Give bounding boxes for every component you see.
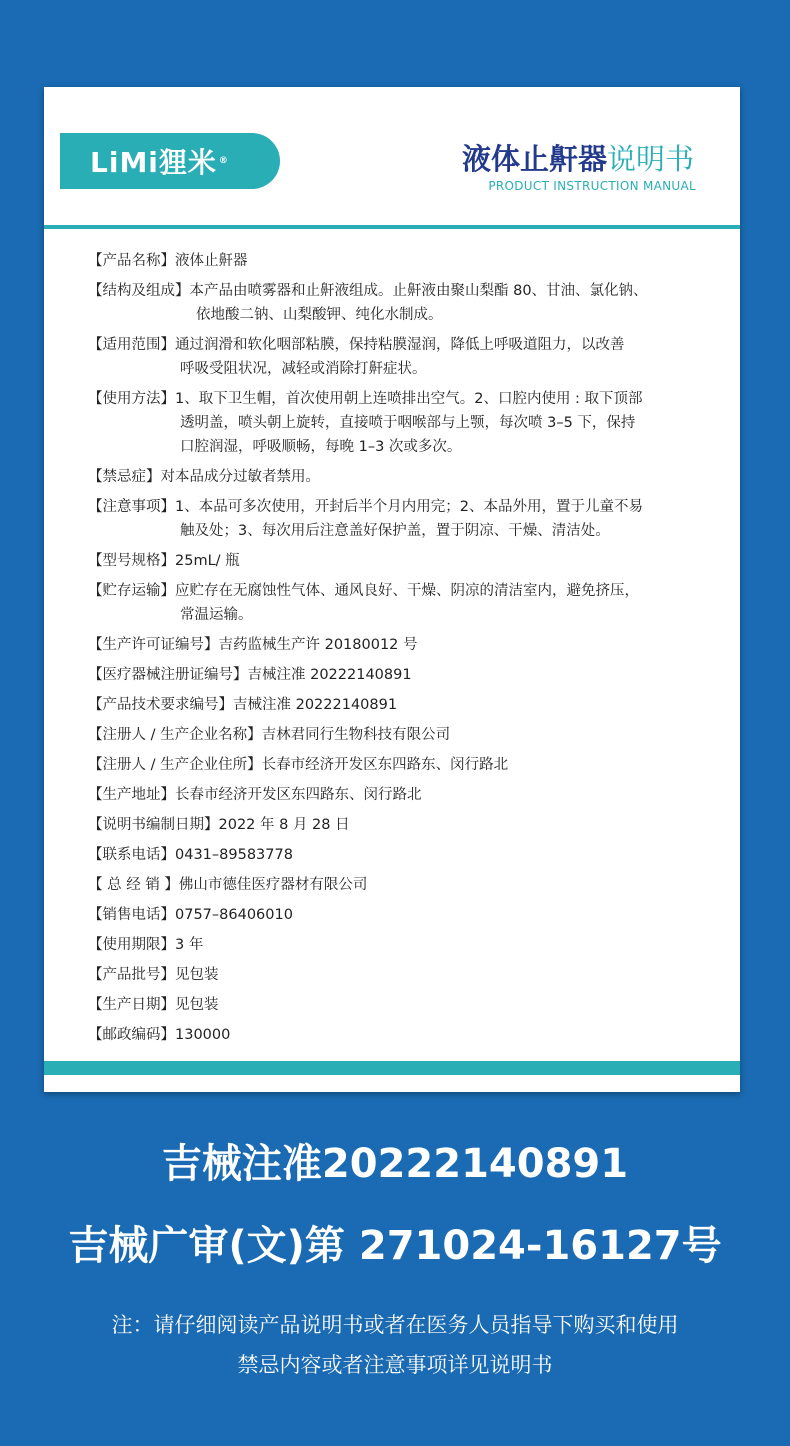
header-divider bbox=[44, 225, 740, 229]
entry-line: 【产品批号】见包装 bbox=[88, 967, 219, 983]
instruction-entry bbox=[88, 495, 708, 543]
instruction-entry bbox=[88, 333, 708, 381]
entry-line: 【产品技术要求编号】吉械注准 20222140891 bbox=[88, 697, 398, 713]
instruction-entry bbox=[88, 873, 708, 897]
entry-continuation-line: 口腔润湿，呼吸顺畅，每晚 1–3 次或多次。 bbox=[180, 439, 462, 455]
instruction-card bbox=[44, 87, 740, 1092]
entry-line: 【使用期限】3 年 bbox=[88, 937, 204, 953]
entry-line: 【说明书编制日期】2022 年 8 月 28 日 bbox=[88, 817, 350, 833]
entry-line: 【禁忌症】对本品成分过敏者禁用。 bbox=[88, 469, 320, 485]
entry-continuation-line: 常温运输。 bbox=[180, 607, 253, 623]
manual-title-bold: 液体止鼾器 bbox=[461, 142, 607, 176]
entry-line: 【注意事项】1、本品可多次使用，开封后半个月内用完；2、本品外用，置于儿童不易 bbox=[88, 499, 643, 515]
instruction-entry bbox=[88, 933, 708, 957]
instruction-entry bbox=[88, 633, 708, 657]
entry-line: 【产品名称】液体止鼾器 bbox=[88, 253, 248, 269]
entry-continuation-line: 触及处；3、每次用后注意盖好保护盖，置于阴凉、干燥、清洁处。 bbox=[180, 523, 610, 539]
entry-line: 【贮存运输】应贮存在无腐蚀性气体、通风良好、干燥、阴凉的清洁室内，避免挤压， bbox=[88, 583, 639, 599]
entry-line: 【型号规格】25mL/ 瓶 bbox=[88, 553, 240, 569]
instruction-entry bbox=[88, 549, 708, 573]
instruction-entry bbox=[88, 753, 708, 777]
entry-line: 【注册人 / 生产企业住所】长春市经济开发区东四路东、闵行路北 bbox=[88, 757, 509, 773]
entry-line: 【销售电话】0757–86406010 bbox=[88, 907, 293, 923]
entry-line: 【医疗器械注册证编号】吉械注准 20222140891 bbox=[88, 667, 412, 683]
brand-logo bbox=[60, 133, 280, 189]
instruction-entry bbox=[88, 813, 708, 837]
entry-line: 【注册人 / 生产企业名称】吉林君同行生物科技有限公司 bbox=[88, 727, 451, 743]
instruction-entry bbox=[88, 249, 708, 273]
instruction-content bbox=[88, 249, 708, 1053]
entry-line: 【使用方法】1、取下卫生帽，首次使用朝上连喷排出空气。2、口腔内使用 : 取下顶部 bbox=[88, 391, 643, 407]
instruction-entry bbox=[88, 903, 708, 927]
manual-subtitle: PRODUCT INSTRUCTION MANUAL bbox=[488, 179, 696, 193]
instruction-entry bbox=[88, 465, 708, 489]
registered-mark: ® bbox=[218, 156, 229, 166]
entry-continuation-line: 呼吸受阻状况，减轻或消除打鼾症状。 bbox=[180, 361, 427, 377]
brand-logo-text: LiMi狸米 bbox=[90, 146, 217, 179]
instruction-entry bbox=[88, 579, 708, 627]
instruction-entry bbox=[88, 279, 708, 327]
instruction-entry bbox=[88, 963, 708, 987]
entry-continuation-line: 透明盖，喷头朝上旋转，直接喷于咽喉部与上颚，每次喷 3–5 下，保持 bbox=[180, 415, 636, 431]
instruction-entry bbox=[88, 663, 708, 687]
instruction-entry bbox=[88, 843, 708, 867]
instruction-entry bbox=[88, 723, 708, 747]
entry-line: 【生产地址】长春市经济开发区东四路东、闵行路北 bbox=[88, 787, 422, 803]
manual-title-light: 说明书 bbox=[606, 142, 694, 176]
entry-line: 【 总 经 销 】佛山市德佳医疗器材有限公司 bbox=[88, 877, 368, 893]
notice-line-2: 禁忌内容或者注意事项详见说明书 bbox=[237, 1353, 553, 1377]
footer-divider bbox=[44, 1061, 740, 1075]
advertisement-approval-number: 吉械广审(文)第 271024-16127号 bbox=[68, 1223, 722, 1269]
entry-line: 【邮政编码】130000 bbox=[88, 1027, 231, 1043]
instruction-entry bbox=[88, 993, 708, 1017]
registration-number: 吉械注准20222140891 bbox=[161, 1141, 629, 1187]
entry-line: 【联系电话】0431–89583778 bbox=[88, 847, 293, 863]
entry-line: 【生产许可证编号】吉药监械生产许 20180012 号 bbox=[88, 637, 418, 653]
entry-line: 【结构及组成】本产品由喷雾器和止鼾液组成。止鼾液由聚山梨酯 80、甘油、氯化钠、 bbox=[88, 283, 648, 299]
notice-line-1: 注：请仔细阅读产品说明书或者在医务人员指导下购买和使用 bbox=[111, 1313, 679, 1337]
entry-continuation-line: 依地酸二钠、山梨酸钾、纯化水制成。 bbox=[196, 307, 443, 323]
instruction-entry bbox=[88, 783, 708, 807]
entry-line: 【生产日期】见包装 bbox=[88, 997, 219, 1013]
instruction-entry bbox=[88, 693, 708, 717]
instruction-entry bbox=[88, 387, 708, 459]
entry-line: 【适用范围】通过润滑和软化咽部粘膜，保持粘膜湿润，降低上呼吸道阻力，以改善 bbox=[88, 337, 625, 353]
manual-title bbox=[462, 137, 694, 178]
instruction-entry bbox=[88, 1023, 708, 1047]
